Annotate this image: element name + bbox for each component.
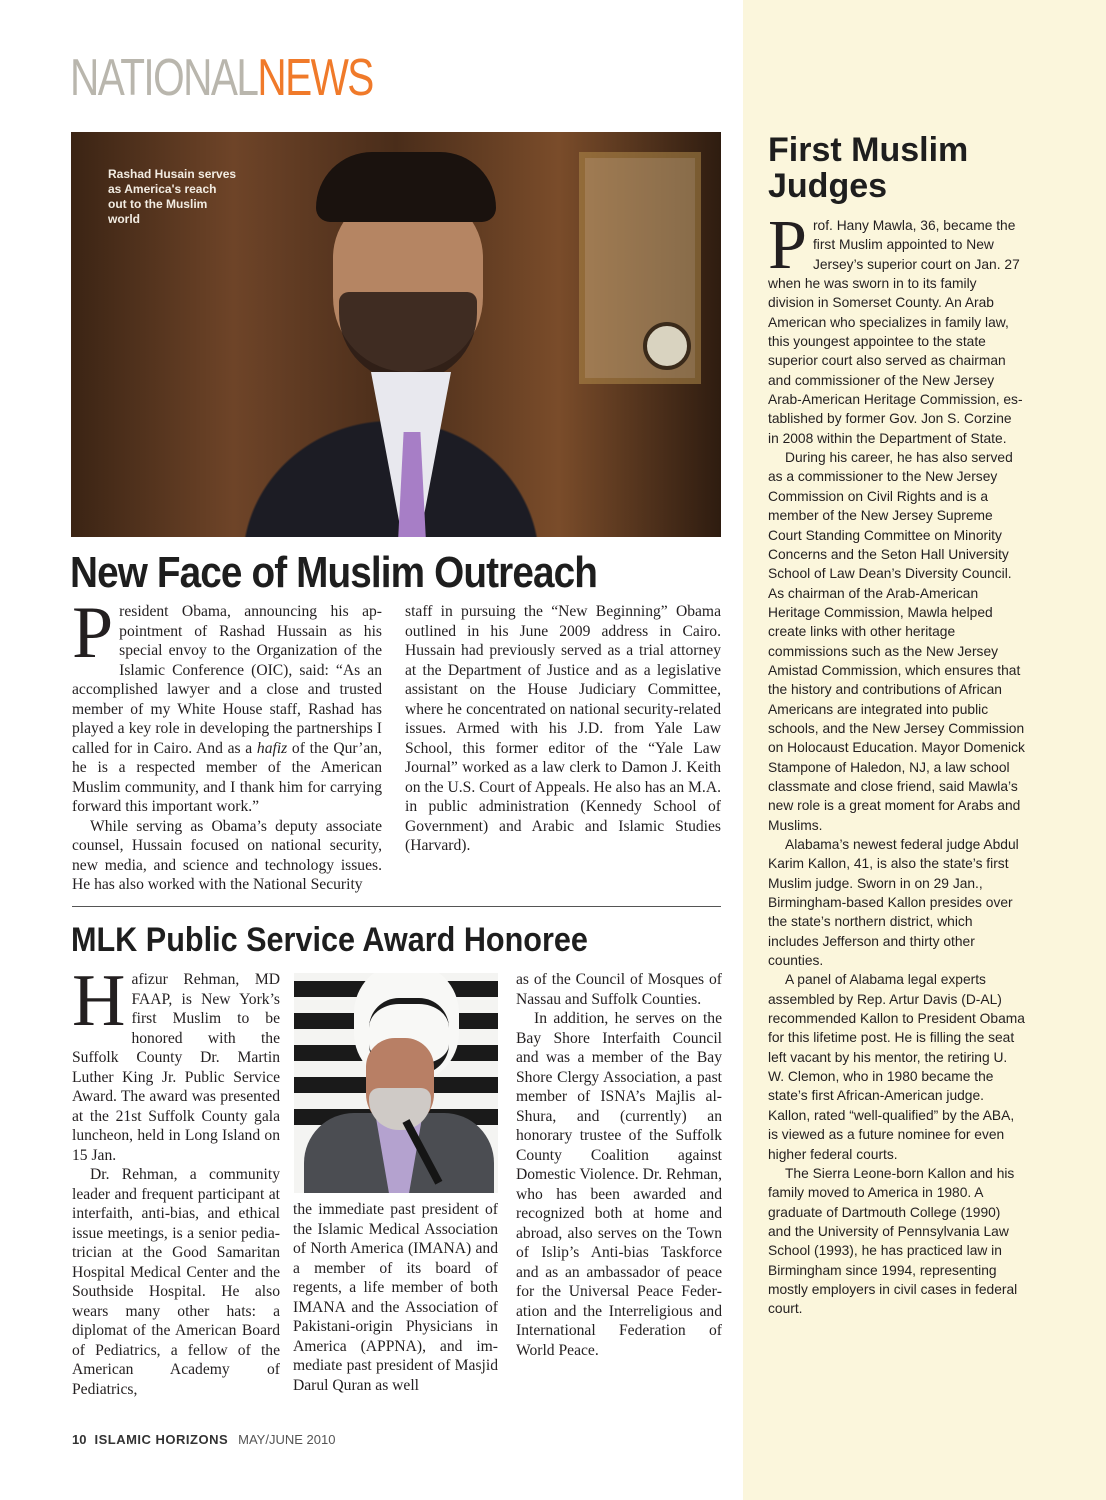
article-paragraph: Alabama’s newest federal judge Abdul Karim Kallon, 41, is also the state’s first Muslim judge. Sworn in on 29 Jan., Birmingham-based Kallon presides over the state’s northern district, which includes Jefferson and thirty other counties. bbox=[768, 837, 1019, 969]
drop-cap: P bbox=[72, 592, 114, 674]
article-outreach-column-1 bbox=[72, 592, 382, 895]
magazine-name: ISLAMIC HORIZONS bbox=[94, 1432, 229, 1447]
issue-date: MAY/JUNE 2010 bbox=[238, 1432, 336, 1447]
article-paragraph: A panel of Alabama legal experts assembled by Rep. Artur Davis (D-AL) recommended Kallon to President Obama for this lifetime post. He is filling the seat left vacant by his mentor, the retiring U. W. Clemon, who in 1980 became the state’s first African-American judge. Kallon, rated “well-qualified” by the ABA, is viewed as a future nominee for even higher federal courts. bbox=[768, 972, 1025, 1162]
page-footer bbox=[72, 1432, 335, 1447]
article-paragraph: President Obama, announcing his appointment of Rashad Hussain as his special envoy to the Organization of the Islamic Conference (OIC), said: “As an accomplished lawyer and a close and trusted member of my White House staff, Rashad has played a key role in developing the partnerships I called for in Cairo. And as a hafiz of the Qur’an, he is a respected member of the American Muslim community, and I thank him for carrying forward this important work.” bbox=[72, 592, 382, 815]
article-paragraph-continued: staff in pursuing the “New Beginning” Obama outlined in his June 2009 address in Cairo. Hussain had previously served as a trial attorney at the Department of Justice and as a legislative assistant on the House Judiciary Committee, where he concentrated on national security-related issues. Armed with his J.D. from Yale Law School, this former editor of the “Yale Law Journal” worked as a law clerk to Damon J. Keith on the U.S. Court of Appeals. He also has an M.A. in public administration (Kennedy School of Government) and Arabic and Islamic Studies (Harvard). bbox=[405, 603, 721, 854]
article-paragraph: The Sierra Leone-born Kallon and his family moved to America in 1980. A graduate of Dartmouth College (1990) and the University of Pennsylvania Law School (1993), he has practiced law in Birmingham since 1994, representing mostly employers in civil cases in federal court. bbox=[768, 1165, 1018, 1317]
photo-hair bbox=[316, 152, 496, 222]
article-paragraph: the immediate past president of the Islamic Medical Association of North America (IMANA) and a member of its board of regents, a life member of both IMANA and the Association of Pakistani-origin Physicians in America (APPNA), and immediate past president of Masjid Darul Quran as well bbox=[293, 1201, 498, 1394]
drop-cap: P bbox=[768, 207, 807, 284]
page-number: 10 bbox=[72, 1432, 87, 1447]
drop-cap: H bbox=[72, 960, 126, 1042]
article-paragraph: In addition, he serves on the Bay Shore Interfaith Council and was a member of the Bay Shore Clergy Association, a past member of ISNA’s Majlis al-Shura, and (currently) an honorary trustee of the Suffolk County Coalition against Domestic Violence. Dr. Rehman, who has been awarded and recognized both at home and abroad, also serves on the Town of Islip’s Anti-bias Taskforce and as an ambassador of peace for the Universal Peace Federation and the Interreligious and International Federation of World Peace. bbox=[516, 1010, 722, 1359]
article-mlk-column-1 bbox=[72, 960, 280, 1399]
article-paragraph: Dr. Rehman, a community leader and frequent participant at interfaith, anti-bias, and ethical issue meetings, is a senior pediatrician at the Good Samaritan Hospital Medical Center and the Southside Hospital. He also wears many other hats: a diplomat of the American Board of Pediatrics, a fellow of the American Academy of Pediatrics, bbox=[72, 1166, 280, 1398]
article-mlk-column-2 bbox=[293, 1200, 498, 1395]
article-paragraph: as of the Council of Mosques of Nassau and Suffolk Counties. bbox=[516, 971, 722, 1008]
section-title bbox=[70, 48, 373, 108]
section-divider bbox=[72, 906, 721, 907]
photo-beard bbox=[339, 292, 477, 382]
sidebar-article bbox=[768, 207, 1026, 1319]
article-paragraph: While serving as Obama’s deputy associate counsel, Hussain focused on national security, new media, and science and technology issues. He has also worked with the National Security bbox=[72, 817, 382, 893]
article-paragraph: Hafizur Rehman, MD FAAP, is New York’s first Muslim to be honored with the Suffolk County Dr. Martin Luther King Jr. Public Service Award. The award was presented at the 21st Suffolk County gala luncheon, held in Long Island on 15 Jan. bbox=[72, 960, 280, 1164]
article-mlk-column-3 bbox=[516, 970, 722, 1360]
article-headline-mlk-award: MLK Public Service Award Honoree bbox=[71, 921, 588, 959]
photo-caption: Rashad Husain serves as America's reach out to the Muslim world bbox=[108, 167, 237, 226]
sidebar-headline: First Muslim Judges bbox=[768, 131, 969, 205]
clock-decor bbox=[643, 322, 691, 370]
article-headline-outreach: New Face of Muslim Outreach bbox=[70, 548, 598, 597]
section-title-news: NEWS bbox=[257, 49, 373, 107]
rashad-hussain-photo bbox=[71, 132, 721, 537]
hafizur-rehman-photo bbox=[294, 973, 498, 1193]
article-outreach-column-2 bbox=[405, 602, 721, 856]
article-paragraph: During his career, he has also served as a commissioner to the New Jersey Commission on Civil Rights and is a member of the New Jersey Supreme Court Standing Committee on Minority Concerns and the Seton Hall University School of Law Dean’s Diversity Council. As chairman of the Arab-American Heritage Commission, Mawla helped create links with other heritage commissions such as the New Jersey Amistad Commission, which ensures that the history and contributions of African Americans are integrated into public schools, and the New Jersey Commission on Holocaust Education. Mayor Domenick Stampone of Haledon, NJ, a law school classmate and close friend, said Mawla’s new role is a great moment for Arabs and Muslims. bbox=[768, 450, 1025, 833]
section-title-national: NATIONAL bbox=[70, 49, 258, 107]
article-paragraph: Prof. Hany Mawla, 36, became the first Muslim appointed to New Jersey’s superior court on Jan. 27 when he was sworn in to its family division in Somerset County. An Arab American who specializes in family law, this youngest appointee to the state superior court also served as chairman and commissioner of the New Jersey Arab-American Heritage Commission, established by former Gov. Jon S. Corzine in 2008 within the Department of State. bbox=[768, 207, 1023, 446]
